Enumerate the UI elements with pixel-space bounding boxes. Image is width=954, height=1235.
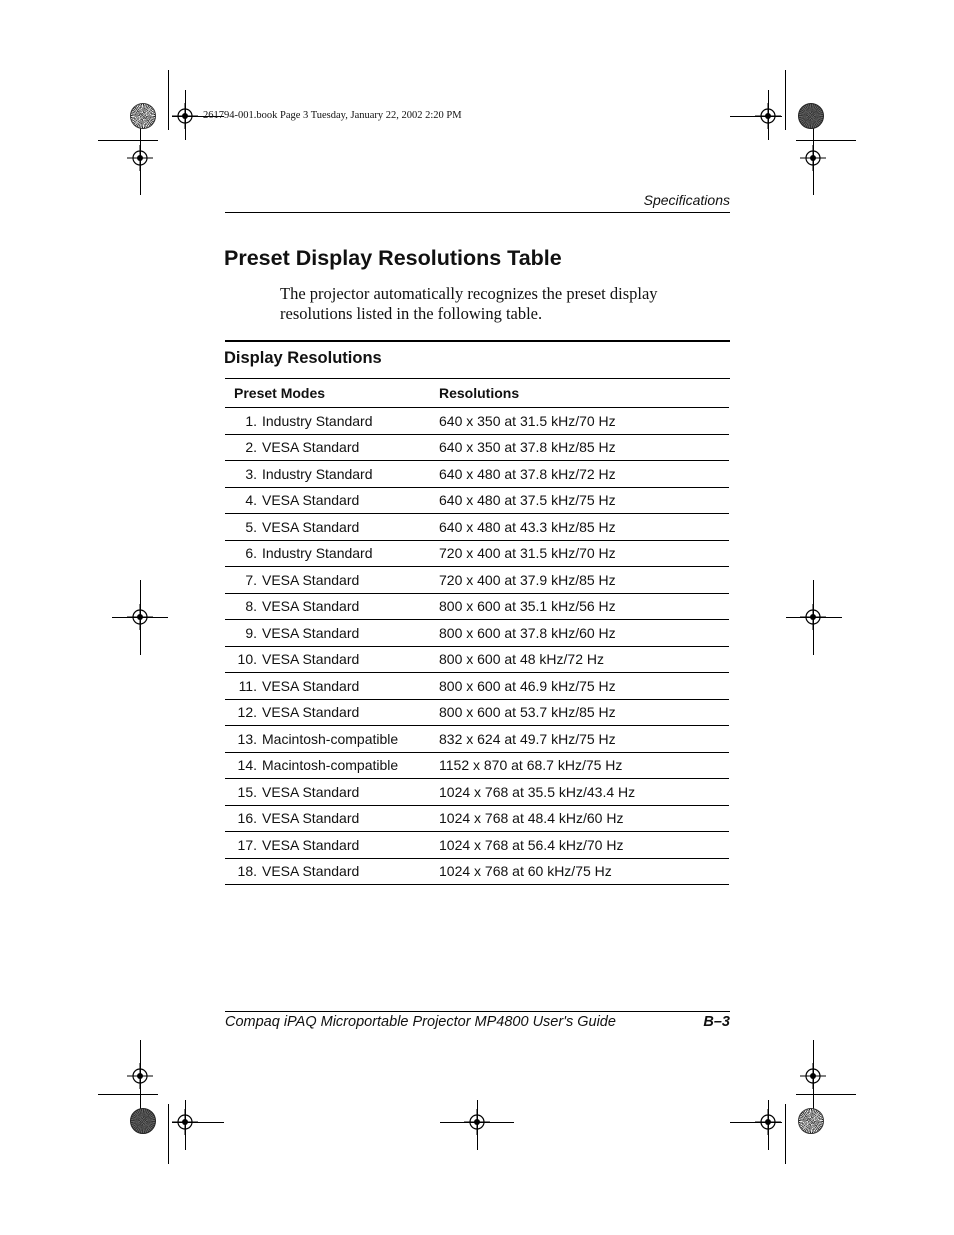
crop-mark xyxy=(98,140,158,141)
preset-mode-cell xyxy=(225,646,439,673)
footer-rule xyxy=(225,1011,730,1012)
page-number: B–3 xyxy=(703,1014,730,1030)
resolution-cell: 800 x 600 at 37.8 kHz/60 Hz xyxy=(439,620,729,647)
preset-mode-label: VESA Standard xyxy=(262,492,360,509)
preset-mode-label: Industry Standard xyxy=(262,412,373,429)
resolution-cell: 832 x 624 at 49.7 kHz/75 Hz xyxy=(439,726,729,753)
intro-paragraph: The projector automatically recognizes the preset display resolutions listed in the following table. xyxy=(280,284,658,323)
row-number: 17. xyxy=(237,836,257,853)
footer-guide-title: Compaq iPAQ Microportable Projector MP4800 User's Guide xyxy=(225,1014,616,1030)
running-head: Specifications xyxy=(643,192,730,208)
registration-crosshair-icon xyxy=(800,1063,826,1089)
row-number: 15. xyxy=(237,783,257,800)
row-number: 6. xyxy=(245,545,257,562)
preset-mode-label: VESA Standard xyxy=(262,598,360,615)
crop-mark xyxy=(796,1094,856,1095)
row-number: 1. xyxy=(245,412,257,429)
registration-crosshair-icon xyxy=(127,604,153,630)
crop-mark xyxy=(785,1104,786,1164)
preset-mode-label: VESA Standard xyxy=(262,518,360,535)
registration-crosshair-icon xyxy=(127,1063,153,1089)
preset-mode-cell xyxy=(225,805,439,832)
row-number: 11. xyxy=(238,677,257,694)
table-row xyxy=(225,567,729,594)
preset-mode-cell xyxy=(225,858,439,885)
page-title: Preset Display Resolutions Table xyxy=(224,246,562,270)
crop-mark xyxy=(785,70,786,130)
resolution-cell: 1152 x 870 at 68.7 kHz/75 Hz xyxy=(439,752,729,779)
section-rule xyxy=(225,340,730,342)
resolution-cell: 640 x 480 at 37.8 kHz/72 Hz xyxy=(439,461,729,488)
row-number: 13. xyxy=(237,730,257,747)
row-number: 3. xyxy=(245,465,257,482)
table-row xyxy=(225,461,729,488)
preset-mode-label: Industry Standard xyxy=(262,545,373,562)
table-row xyxy=(225,726,729,753)
preset-mode-label: VESA Standard xyxy=(262,836,360,853)
resolution-cell: 800 x 600 at 35.1 kHz/56 Hz xyxy=(439,593,729,620)
preset-mode-label: VESA Standard xyxy=(262,704,360,721)
preset-mode-cell xyxy=(225,461,439,488)
table-row xyxy=(225,673,729,700)
header-rule xyxy=(225,212,730,213)
preset-mode-label: VESA Standard xyxy=(262,624,360,641)
resolution-cell: 640 x 480 at 43.3 kHz/85 Hz xyxy=(439,514,729,541)
table-row xyxy=(225,434,729,461)
table-row xyxy=(225,487,729,514)
preset-mode-label: VESA Standard xyxy=(262,810,360,827)
crop-mark xyxy=(796,140,856,141)
resolution-cell: 640 x 480 at 37.5 kHz/75 Hz xyxy=(439,487,729,514)
registration-crosshair-icon xyxy=(800,604,826,630)
preset-mode-label: Macintosh-compatible xyxy=(262,757,399,774)
table-row xyxy=(225,540,729,567)
row-number: 8. xyxy=(245,598,257,615)
table-row xyxy=(225,514,729,541)
row-number: 16. xyxy=(237,810,257,827)
registration-crosshair-icon xyxy=(755,1109,781,1135)
table-row xyxy=(225,752,729,779)
table-row xyxy=(225,646,729,673)
row-number: 7. xyxy=(245,571,257,588)
resolution-cell: 1024 x 768 at 56.4 kHz/70 Hz xyxy=(439,832,729,859)
preset-mode-cell xyxy=(225,540,439,567)
registration-crosshair-icon xyxy=(172,1109,198,1135)
preset-mode-cell xyxy=(225,726,439,753)
registration-crosshair-icon xyxy=(172,103,198,129)
preset-mode-label: VESA Standard xyxy=(262,783,360,800)
column-header-resolutions: Resolutions xyxy=(439,378,729,408)
preset-mode-cell xyxy=(225,593,439,620)
resolution-cell: 720 x 400 at 37.9 kHz/85 Hz xyxy=(439,567,729,594)
resolution-cell: 800 x 600 at 48 kHz/72 Hz xyxy=(439,646,729,673)
resolution-cell: 1024 x 768 at 60 kHz/75 Hz xyxy=(439,858,729,885)
preset-mode-cell xyxy=(225,832,439,859)
preset-mode-cell xyxy=(225,514,439,541)
registration-crosshair-icon xyxy=(800,145,826,171)
table-title: Display Resolutions xyxy=(224,349,382,367)
preset-mode-label: VESA Standard xyxy=(262,439,360,456)
row-number: 14. xyxy=(237,757,257,774)
preset-mode-cell xyxy=(225,487,439,514)
preset-mode-cell xyxy=(225,779,439,806)
crop-mark xyxy=(168,1104,169,1164)
print-slug: 261794-001.book Page 3 Tuesday, January 22, 2002 2:20 PM xyxy=(203,110,462,121)
table-row xyxy=(225,779,729,806)
preset-mode-cell xyxy=(225,408,439,435)
preset-mode-label: VESA Standard xyxy=(262,571,360,588)
column-header-preset-modes: Preset Modes xyxy=(225,378,439,408)
row-number: 12. xyxy=(237,704,257,721)
registration-rosette-icon xyxy=(130,103,156,129)
resolution-cell: 720 x 400 at 31.5 kHz/70 Hz xyxy=(439,540,729,567)
resolution-cell: 800 x 600 at 46.9 kHz/75 Hz xyxy=(439,673,729,700)
table-row xyxy=(225,620,729,647)
table-row xyxy=(225,858,729,885)
registration-rosette-icon xyxy=(798,1108,824,1134)
resolution-cell: 800 x 600 at 53.7 kHz/85 Hz xyxy=(439,699,729,726)
preset-mode-cell xyxy=(225,752,439,779)
row-number: 2. xyxy=(245,439,257,456)
table-body xyxy=(225,408,729,885)
crop-mark xyxy=(98,1094,158,1095)
row-number: 4. xyxy=(245,492,257,509)
table-header-row xyxy=(225,378,729,408)
preset-mode-label: VESA Standard xyxy=(262,651,360,668)
preset-mode-label: Industry Standard xyxy=(262,465,373,482)
resolution-cell: 640 x 350 at 37.8 kHz/85 Hz xyxy=(439,434,729,461)
preset-mode-cell xyxy=(225,567,439,594)
table-row xyxy=(225,805,729,832)
preset-mode-cell xyxy=(225,673,439,700)
preset-mode-cell xyxy=(225,434,439,461)
preset-mode-label: Macintosh-compatible xyxy=(262,730,399,747)
table-row xyxy=(225,832,729,859)
preset-mode-label: VESA Standard xyxy=(262,677,360,694)
table-row xyxy=(225,699,729,726)
row-number: 18. xyxy=(237,863,257,880)
registration-crosshair-icon xyxy=(755,103,781,129)
table-row xyxy=(225,593,729,620)
registration-crosshair-icon xyxy=(464,1109,490,1135)
resolution-cell: 1024 x 768 at 48.4 kHz/60 Hz xyxy=(439,805,729,832)
registration-crosshair-icon xyxy=(127,145,153,171)
row-number: 9. xyxy=(245,624,257,641)
resolution-cell: 640 x 350 at 31.5 kHz/70 Hz xyxy=(439,408,729,435)
resolution-cell: 1024 x 768 at 35.5 kHz/43.4 Hz xyxy=(439,779,729,806)
row-number: 5. xyxy=(245,518,257,535)
registration-rosette-icon xyxy=(130,1108,156,1134)
table-row xyxy=(225,408,729,435)
row-number: 10. xyxy=(237,651,257,668)
registration-rosette-icon xyxy=(798,103,824,129)
preset-mode-cell xyxy=(225,699,439,726)
preset-mode-cell xyxy=(225,620,439,647)
crop-mark xyxy=(168,70,169,130)
resolutions-table xyxy=(225,378,729,885)
preset-mode-label: VESA Standard xyxy=(262,863,360,880)
